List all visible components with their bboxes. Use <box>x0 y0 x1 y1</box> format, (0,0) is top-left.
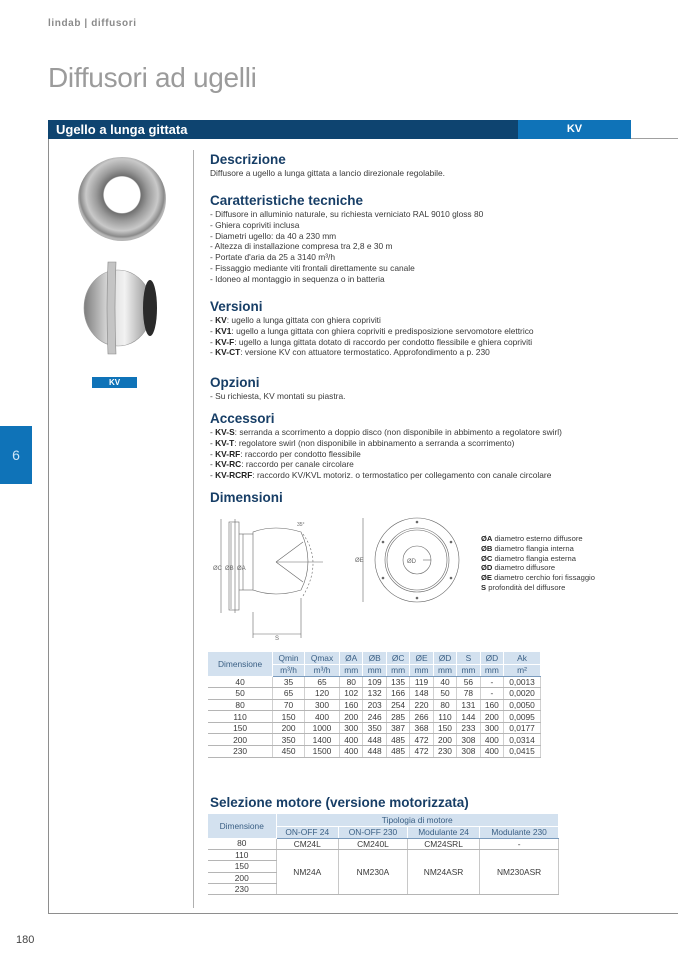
table-cell: 119 <box>410 676 433 688</box>
list-item: - KV-S: serranda a scorrimento a doppio disco (non disponibile in abbimento a regolatore swirl) <box>210 427 562 437</box>
table-cell: 400 <box>304 711 339 723</box>
table-cell: 472 <box>410 746 433 758</box>
section-text: - Su richiesta, KV montati su piastra. <box>210 391 346 401</box>
table-cell: 65 <box>304 676 339 688</box>
table-cell: 160 <box>480 699 503 711</box>
unit-header: m³/h <box>273 664 305 676</box>
section-opzioni <box>210 375 670 402</box>
list-item: - KV-CT: versione KV con attuatore termostatico. Approfondimento a p. 230 <box>210 347 490 358</box>
table-cell: - <box>480 676 503 688</box>
product-family-title: Ugello a lunga gittata <box>56 122 188 137</box>
column-header: Dimensione <box>208 814 276 838</box>
unit-header: mm <box>433 664 456 676</box>
column-header: Modulante 230 <box>480 826 559 838</box>
section-header-bar <box>48 120 678 139</box>
frame-bottom-border <box>48 913 678 914</box>
table-cell: 0,0415 <box>504 746 541 758</box>
table-cell: NM24ASR <box>407 849 479 895</box>
list-item: - Diffusore in alluminio naturale, su richiesta verniciato RAL 9010 gloss 80 <box>210 209 484 219</box>
table-cell: 230 <box>433 746 456 758</box>
table-cell: 400 <box>480 734 503 746</box>
table-cell: 266 <box>410 711 433 723</box>
table-cell: 150 <box>433 722 456 734</box>
column-header: Dimensione <box>208 652 273 676</box>
column-divider <box>193 150 194 908</box>
table-cell: 203 <box>363 699 386 711</box>
version-text: : ugello a lunga gittata con ghiera copriviti <box>226 315 381 325</box>
table-row <box>208 676 541 688</box>
page-number: 180 <box>16 934 35 946</box>
list-item: - KV: ugello a lunga gittata con ghiera copriviti <box>210 315 381 325</box>
dimension-legend <box>481 534 595 593</box>
unit-header: mm <box>480 664 503 676</box>
table-cell: 1400 <box>304 734 339 746</box>
svg-text:S: S <box>275 636 280 642</box>
table-row <box>208 746 541 758</box>
table-cell: 200 <box>433 734 456 746</box>
table-cell: 80 <box>208 838 276 849</box>
table-cell: 56 <box>457 676 480 688</box>
product-label-badge: KV <box>92 377 137 388</box>
table-cell: 144 <box>457 711 480 723</box>
product-photo-side-icon <box>80 258 160 358</box>
table-cell: 308 <box>457 734 480 746</box>
accessory-code: KV-RCRF <box>215 470 253 481</box>
table-cell: 387 <box>386 722 409 734</box>
accessory-code: KV-S <box>215 427 235 437</box>
accessory-text: : raccordo per condotto flessibile <box>240 448 361 459</box>
table-cell: 300 <box>304 699 339 711</box>
table-cell: 166 <box>386 688 409 700</box>
breadcrumb: lindab | diffusori <box>48 18 137 29</box>
legend-item: ØB diametro flangia interna <box>481 543 574 553</box>
table-cell: 246 <box>363 711 386 723</box>
version-text: : ugello a lunga gittata dotato di raccordo per condotto flessibile e ghiera copriviti <box>234 336 533 347</box>
accessory-text: : raccordo KV/KVL motoriz. o termostatico per collegamento con canale circolare <box>252 470 552 481</box>
list-item: - Idoneo al montaggio in sequenza o in batteria <box>210 273 385 284</box>
table-cell: 40 <box>433 676 456 688</box>
section-title: Dimensioni <box>210 490 283 505</box>
table-cell: 110 <box>208 849 276 860</box>
version-code: KV-F <box>215 336 235 347</box>
unit-header: mm <box>386 664 409 676</box>
section-accessori <box>210 411 670 481</box>
table-cell: 78 <box>457 688 480 700</box>
table-cell: 233 <box>457 722 480 734</box>
section-title: Accessori <box>210 411 275 426</box>
table-cell: 0,0095 <box>504 711 541 723</box>
list-item: - KV-RCRF: raccordo KV/KVL motoriz. o termostatico per collegamento con canale circolare <box>210 470 552 481</box>
table-cell: 120 <box>304 688 339 700</box>
table-cell: 0,0020 <box>504 688 541 700</box>
table-row <box>208 722 541 734</box>
table-cell: 135 <box>386 676 409 688</box>
table-cell: 400 <box>340 746 363 758</box>
column-header: ØD <box>433 652 456 664</box>
table-cell: - <box>480 838 559 849</box>
table-cell: 200 <box>208 734 273 746</box>
legend-item: S profondità del diffusore <box>481 582 566 592</box>
table-cell: 0,0177 <box>504 722 541 734</box>
table-cell: 150 <box>208 722 273 734</box>
table-cell: 132 <box>363 688 386 700</box>
table-cell: 50 <box>208 688 273 700</box>
section-dimensioni <box>210 490 670 506</box>
section-title: Descrizione <box>210 152 286 167</box>
table-row <box>208 734 541 746</box>
table-cell: 308 <box>457 746 480 758</box>
motor-section-title: Selezione motore (versione motorizzata) <box>210 795 469 810</box>
table-cell: 450 <box>273 746 305 758</box>
section-text: Diffusore a ugello a lunga gittata a lancio direzionale regolabile. <box>210 168 445 178</box>
table-cell: 350 <box>273 734 305 746</box>
version-code: KV1 <box>215 325 232 336</box>
accessory-code: KV-RC <box>215 459 242 470</box>
table-cell: 131 <box>457 699 480 711</box>
table-cell: NM24A <box>276 849 338 895</box>
table-cell: 1500 <box>304 746 339 758</box>
column-header: Ak <box>504 652 541 664</box>
table-cell: 80 <box>433 699 456 711</box>
list-item: - Altezza di installazione compresa tra 2,8 e 30 m <box>210 241 393 252</box>
table-cell: - <box>480 688 503 700</box>
list-item: - KV-T: regolatore swirl (non disponibile in abbinamento a serranda a scorrimento) <box>210 437 515 448</box>
list-item: - KV-F: ugello a lunga gittata dotato di raccordo per condotto flessibile e ghiera copriviti <box>210 336 533 347</box>
table-cell: 80 <box>340 676 363 688</box>
table-cell: 485 <box>386 734 409 746</box>
list-item: - KV1: ugello a lunga gittata con ghiera copriviti e predisposizione servomotore elettrico <box>210 325 534 336</box>
product-code: KV <box>566 123 583 135</box>
dimension-drawing-icon <box>205 512 465 642</box>
list-item: - Fissaggio mediante viti frontali direttamente su canale <box>210 262 415 273</box>
table-cell: 368 <box>410 722 433 734</box>
column-header: ØC <box>386 652 409 664</box>
section-caratteristiche <box>210 193 670 285</box>
section-title: Opzioni <box>210 375 260 390</box>
unit-header: m² <box>504 664 541 676</box>
legend-item: ØA diametro esterno diffusore <box>481 534 583 543</box>
table-cell: 0,0050 <box>504 699 541 711</box>
table-cell: 230 <box>208 746 273 758</box>
table-cell: 150 <box>273 711 305 723</box>
svg-text:ØA: ØA <box>237 566 246 572</box>
column-header: S <box>457 652 480 664</box>
table-cell: CM24L <box>276 838 338 849</box>
accessory-text: : serranda a scorrimento a doppio disco (non disponibile in abbimento a regolatore swirl) <box>234 427 562 437</box>
column-header: ØE <box>410 652 433 664</box>
table-cell: 109 <box>363 676 386 688</box>
table-cell: 254 <box>386 699 409 711</box>
list-item: - Ghiera copriviti inclusa <box>210 219 300 230</box>
svg-text:35°: 35° <box>297 522 305 528</box>
list-item: - KV-RC: raccordo per canale circolare <box>210 459 354 470</box>
column-header: ON-OFF 24 <box>276 826 338 838</box>
list-item: - Diametri ugello: da 40 a 230 mm <box>210 230 337 241</box>
column-header: ØA <box>340 652 363 664</box>
list-item: - KV-RF: raccordo per condotto flessibile <box>210 448 361 459</box>
table-cell: CM24SRL <box>407 838 479 849</box>
table-cell: 200 <box>340 711 363 723</box>
table-cell: 50 <box>433 688 456 700</box>
table-cell: 300 <box>480 722 503 734</box>
table-cell: 150 <box>208 861 276 872</box>
accessory-code: KV-T <box>215 437 235 448</box>
table-cell: 230 <box>208 884 276 895</box>
table-cell: 40 <box>208 676 273 688</box>
section-versioni <box>210 299 670 358</box>
table-cell: 300 <box>340 722 363 734</box>
motor-selection-table <box>208 814 559 895</box>
table-cell: 285 <box>386 711 409 723</box>
table-cell: NM230A <box>338 849 407 895</box>
version-text: : versione KV con attuatore termostatico. Approfondimento a p. 230 <box>240 347 490 358</box>
table-cell: 148 <box>410 688 433 700</box>
accessory-text: : regolatore swirl (non disponibile in abbinamento a serranda a scorrimento) <box>234 437 515 448</box>
table-cell: 0,0013 <box>504 676 541 688</box>
table-row <box>208 838 559 849</box>
table-cell: 160 <box>340 699 363 711</box>
page-title: Diffusori ad ugelli <box>48 62 257 93</box>
table-cell: 110 <box>433 711 456 723</box>
table-cell: 220 <box>410 699 433 711</box>
svg-text:ØD: ØD <box>407 559 416 565</box>
unit-header: mm <box>410 664 433 676</box>
legend-item: ØC diametro flangia esterna <box>481 553 576 563</box>
list-item: - Portate d'aria da 25 a 3140 m³/h <box>210 252 335 263</box>
section-title: Caratteristiche tecniche <box>210 193 364 208</box>
svg-text:ØC: ØC <box>213 566 222 572</box>
column-header: Modulante 24 <box>407 826 479 838</box>
table-cell: CM240L <box>338 838 407 849</box>
table-row <box>208 849 559 860</box>
table-cell: 485 <box>386 746 409 758</box>
accessory-text: : raccordo per canale circolare <box>241 459 354 470</box>
column-header: ØD <box>480 652 503 664</box>
table-cell: 200 <box>208 872 276 883</box>
svg-text:ØE: ØE <box>355 558 364 564</box>
section-descrizione <box>210 152 670 179</box>
table-cell: 110 <box>208 711 273 723</box>
table-cell: 1000 <box>304 722 339 734</box>
svg-text:ØB: ØB <box>225 566 234 572</box>
table-cell: 350 <box>363 722 386 734</box>
table-row <box>208 699 541 711</box>
table-row <box>208 711 541 723</box>
chapter-tab <box>0 426 32 484</box>
version-code: KV-CT <box>215 347 241 358</box>
table-row <box>208 688 541 700</box>
group-header: Tipologia di motore <box>276 814 559 826</box>
column-header: Qmax <box>304 652 339 664</box>
section-title: Versioni <box>210 299 263 314</box>
header-bar-rule <box>631 138 678 139</box>
accessory-code: KV-RF <box>215 448 241 459</box>
table-cell: NM230ASR <box>480 849 559 895</box>
frame-left-border <box>48 139 49 914</box>
unit-header: mm <box>363 664 386 676</box>
column-header: Qmin <box>273 652 305 664</box>
unit-header: mm <box>457 664 480 676</box>
table-cell: 102 <box>340 688 363 700</box>
table-cell: 448 <box>363 746 386 758</box>
version-code: KV <box>215 315 227 325</box>
table-cell: 0,0314 <box>504 734 541 746</box>
dimensions-table <box>208 652 541 758</box>
chapter-number: 6 <box>12 447 20 463</box>
unit-header: mm <box>340 664 363 676</box>
column-header: ON-OFF 230 <box>338 826 407 838</box>
table-cell: 65 <box>273 688 305 700</box>
table-cell: 200 <box>480 711 503 723</box>
product-photo-front-icon <box>78 157 166 241</box>
table-cell: 200 <box>273 722 305 734</box>
legend-item: ØE diametro cerchio fori fissaggio <box>481 573 595 583</box>
table-cell: 80 <box>208 699 273 711</box>
table-cell: 35 <box>273 676 305 688</box>
legend-item: ØD diametro diffusore <box>481 563 556 573</box>
table-cell: 448 <box>363 734 386 746</box>
version-text: : ugello a lunga gittata con ghiera copriviti e predisposizione servomotore elettrico <box>231 325 534 336</box>
table-cell: 400 <box>480 746 503 758</box>
column-header: ØB <box>363 652 386 664</box>
table-cell: 70 <box>273 699 305 711</box>
table-cell: 472 <box>410 734 433 746</box>
table-cell: 400 <box>340 734 363 746</box>
unit-header: m³/h <box>304 664 339 676</box>
